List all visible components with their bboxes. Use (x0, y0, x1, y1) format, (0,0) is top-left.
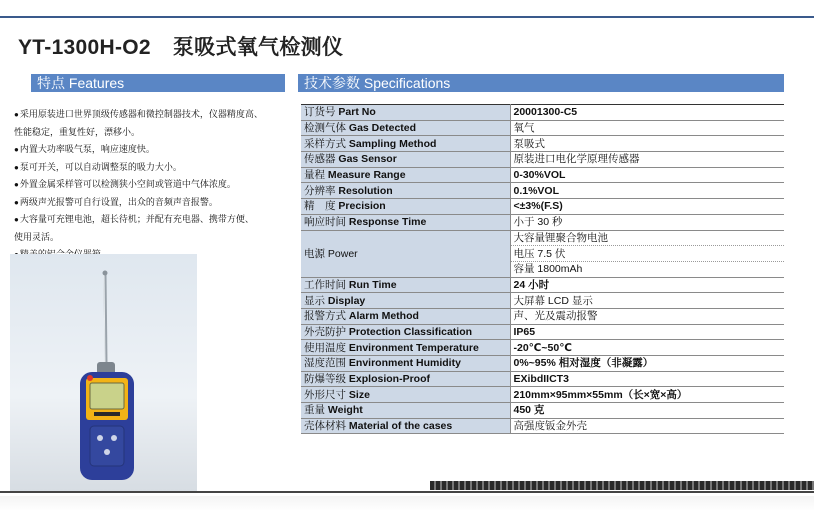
spec-key-cn: 重量 (304, 404, 325, 417)
spec-row (301, 136, 784, 152)
spec-key-cn: 传感器 (304, 153, 336, 166)
spec-key-en: Protection Classification (348, 325, 473, 338)
spec-key (301, 214, 510, 230)
spec-key-en: Display (327, 294, 366, 307)
spec-key-en: Gas Detected (348, 122, 417, 135)
spec-value: 高强度钣金外壳 (510, 418, 784, 434)
spec-key (301, 418, 510, 434)
spec-key-en: Gas Sensor (338, 153, 397, 166)
spec-row (301, 293, 784, 309)
spec-key-cn: 外形尺寸 (304, 388, 346, 401)
spec-row (301, 105, 784, 121)
spec-value: 24 小时 (510, 277, 784, 293)
spec-key-cn: 使用温度 (304, 341, 346, 354)
spec-row (301, 167, 784, 183)
spec-key (301, 356, 510, 372)
spec-key-en: Explosion-Proof (348, 373, 431, 386)
spec-key (301, 324, 510, 340)
spec-key (301, 105, 510, 121)
spec-key-cn: 外壳防护 (304, 325, 346, 338)
spec-key-en: Run Time (348, 278, 397, 291)
spec-value: 小于 30 秒 (510, 214, 784, 230)
brand-label (94, 412, 120, 416)
keypad-button (97, 435, 103, 441)
spec-value: 450 克 (510, 403, 784, 419)
bottom-rule (0, 491, 814, 493)
spec-row (301, 277, 784, 293)
feature-item: 使用灵活。 (14, 231, 60, 242)
spec-key (301, 277, 510, 293)
spec-key (301, 371, 510, 387)
top-rule (0, 16, 814, 18)
feature-item: ● 采用原装进口世界顶级传感器和微控制器技术，仪器精度高、 (14, 106, 302, 124)
spec-row (301, 214, 784, 230)
spec-row (301, 199, 784, 215)
features-list (14, 106, 302, 264)
spec-value: -20℃~50℃ (510, 340, 784, 356)
feature-item: ● 大容量可充锂电池，超长待机；并配有充电器、携带方便、 (14, 211, 302, 229)
spec-key-en: Response Time (348, 216, 427, 229)
product-name: 泵吸式氧气检测仪 (172, 36, 344, 59)
spec-key-cn: 响应时间 (304, 216, 346, 229)
spec-key-cn: 壳体材料 (304, 420, 346, 433)
keypad-area (90, 426, 124, 466)
spec-key (301, 387, 510, 403)
spec-key (301, 167, 510, 183)
spec-value: 大屏幕 LCD 显示 (510, 293, 784, 309)
spec-key (301, 199, 510, 215)
spec-key-cn: 检测气体 (304, 122, 346, 135)
spec-value: 210mm×95mm×55mm（长×宽×高） (510, 387, 784, 403)
spec-value: 氧气 (510, 120, 784, 136)
spec-key (301, 152, 510, 168)
spec-value: EXibdIICT3 (510, 371, 784, 387)
keypad-button (111, 435, 117, 441)
spec-key-cn: 分辨率 (304, 184, 336, 197)
spec-value: <±3%(F.S) (510, 199, 784, 215)
spec-key-en: Alarm Method (348, 310, 419, 323)
spec-key-en: Precision (338, 200, 386, 213)
spec-key (301, 183, 510, 199)
lcd-screen (90, 383, 124, 409)
feature-item: ● 外置金属采样管可以检测狭小空间或管道中气体浓度。 (14, 176, 302, 194)
feature-item: ● 两级声光报警可自行设置，出众的音频声音报警。 (14, 194, 302, 212)
spec-key-en: Part No (338, 106, 376, 119)
spec-value: 电压 7.5 伏 (510, 246, 784, 262)
spec-value: 声、光及震动报警 (510, 308, 784, 324)
spec-key-cn: 工作时间 (304, 278, 346, 291)
spec-key-cn: 报警方式 (304, 310, 346, 323)
spec-value: 容量 1800mAh (510, 261, 784, 277)
spec-key-en: Size (348, 388, 370, 401)
spec-key-cn: 订货号 (304, 106, 336, 119)
feature-item: ● 泵可开关，可以自动调整泵的吸力大小。 (14, 159, 302, 177)
spec-value: 0-30%VOL (510, 167, 784, 183)
specifications-table (301, 104, 784, 434)
spec-key-en: Environment Humidity (348, 357, 461, 370)
spec-key (301, 293, 510, 309)
product-photo (10, 254, 197, 491)
spec-key-en: Environment Temperature (348, 341, 479, 354)
decorative-bar (430, 481, 814, 490)
bottom-fade (0, 496, 814, 511)
spec-row (301, 183, 784, 199)
spec-key-cn: 采样方式 (304, 137, 346, 150)
spec-key-en: Measure Range (327, 169, 406, 182)
spec-value: 20001300-C5 (510, 105, 784, 121)
feature-item: ● 内置大功率吸气泵，响应速度快。 (14, 141, 302, 159)
spec-value: 大容量锂聚合物电池 (510, 230, 784, 246)
gas-detector-image (10, 254, 197, 491)
spec-row (301, 308, 784, 324)
spec-key (301, 308, 510, 324)
spec-key-cn: 湿度范围 (304, 357, 346, 370)
spec-row (301, 152, 784, 168)
spec-key (301, 403, 510, 419)
specifications-heading: 技术参数 Specifications (298, 74, 784, 92)
spec-key-en: Material of the cases (348, 420, 453, 433)
spec-key-en: Weight (327, 404, 363, 417)
feature-item: 性能稳定，重复性好，漂移小。 (14, 126, 141, 137)
spec-key (301, 136, 510, 152)
spec-row-power (301, 230, 784, 246)
probe-tip (103, 271, 108, 276)
spec-key-cn: 显示 (304, 294, 325, 307)
spec-row (301, 356, 784, 372)
spec-value: IP65 (510, 324, 784, 340)
spec-value: 泵吸式 (510, 136, 784, 152)
spec-row (301, 387, 784, 403)
spec-row (301, 418, 784, 434)
spec-row (301, 340, 784, 356)
spec-row (301, 403, 784, 419)
spec-key (301, 340, 510, 356)
spec-key-cn: 精 度 (304, 200, 336, 213)
spec-key-en: Resolution (338, 184, 393, 197)
alarm-light (87, 375, 93, 381)
features-heading: 特点 Features (31, 74, 285, 92)
page-title (18, 31, 343, 61)
spec-value: 原装进口电化学原理传感器 (510, 152, 784, 168)
spec-key-cn: 量程 (304, 169, 325, 182)
spec-value: 0.1%VOL (510, 183, 784, 199)
spec-row (301, 371, 784, 387)
spec-value: 0%~95% 相对湿度（非凝露） (510, 356, 784, 372)
spec-key-en: Sampling Method (348, 137, 437, 150)
spec-key (301, 120, 510, 136)
spec-row (301, 324, 784, 340)
keypad-button (104, 449, 110, 455)
spec-row (301, 120, 784, 136)
spec-key-cn: 防爆等级 (304, 373, 346, 386)
spec-key-power: 电源 Power (301, 230, 510, 277)
model-number: YT-1300H-O2 (18, 36, 151, 59)
